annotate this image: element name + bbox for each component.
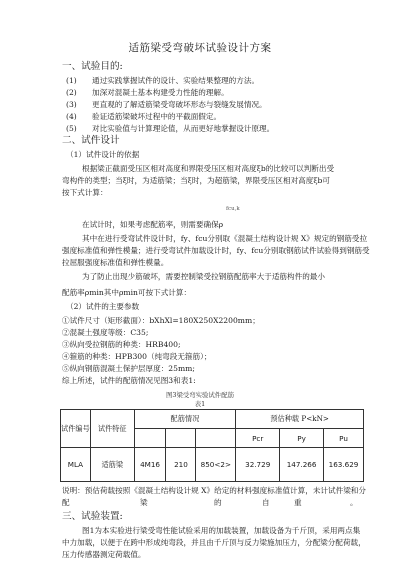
param-item: ③纵向受拉钢筋的种类：HRB400;	[62, 340, 181, 349]
header-blank	[196, 429, 236, 448]
cell-feature: 适筋梁	[90, 448, 134, 482]
paragraph-line: 弯构件的类型；当ξ时，为适筋梁；当ξ时，为超筋梁，界限受压区相对高度ξb可	[62, 176, 330, 185]
specimen-table	[60, 409, 364, 482]
cell-id: MLA	[61, 448, 91, 482]
section-heading-purpose: 一、试验目的:	[62, 61, 123, 72]
header-specimen-id: 试件编号	[61, 410, 91, 448]
cell-pu: 163.629	[324, 448, 364, 482]
header-py: Py	[280, 429, 324, 448]
subsection-heading: （2）试件的主要参数	[66, 302, 140, 311]
figure-caption: 图3梁受弯实验试件配筋	[166, 391, 234, 399]
header-pcr: Pcr	[236, 429, 280, 448]
list-item	[66, 88, 229, 98]
paragraph-line: 按下式计算：	[62, 188, 108, 197]
table-row	[61, 448, 364, 482]
header-blank	[166, 429, 196, 448]
cell-pcr: 32.729	[236, 448, 280, 482]
paragraph-line: 拉屈服强度标准值和弹性模量。	[62, 258, 169, 267]
page-title: 适筋梁受弯破坏试验设计方案	[128, 42, 272, 54]
header-reinforcement: 配筋情况	[134, 410, 236, 429]
list-item-text: 加深对混凝土基本构建受力性能的理解。	[92, 88, 229, 97]
section-heading-apparatus: 三、试验装置:	[62, 511, 123, 522]
param-item: ②混凝土强度等级：C35;	[62, 328, 149, 337]
header-blank	[134, 429, 166, 448]
paragraph-line: 综上所述，试件的配筋情况见图3和表1:	[62, 376, 196, 385]
table-caption: 表1	[194, 400, 206, 408]
formula: fcu,k	[226, 206, 240, 212]
param-item: ⑤纵向钢筋混凝土保护层厚度：25mm;	[62, 364, 195, 373]
section-heading-specimen-design: 二、试件设计	[62, 135, 120, 146]
table-note: 说明：预估荷载按照《混凝土结构设计规 X》给定的材料强度标准值计算，未计试件梁和分	[62, 486, 366, 495]
list-item	[66, 124, 274, 134]
list-item-number: (5)	[66, 124, 77, 133]
paragraph-line: 在试计时，如果考虑配筋率，则需要确保ρ	[82, 220, 224, 229]
header-pu: Pu	[324, 429, 364, 448]
paragraph-line: 为了防止出现少筋破坏，需要控制梁受拉钢筋配筋率大于适筋构件的最小	[82, 272, 325, 281]
list-item	[66, 100, 267, 110]
paragraph-line: 配筋率ρmin其中ρmin可按下式计算：	[62, 288, 192, 297]
paragraph-line: 根据梁正截面受压区相对高度和界限受压区相对高度ξb的比较可以判断出受	[82, 164, 335, 173]
list-item-number: (3)	[66, 100, 77, 109]
list-item-number: (2)	[66, 88, 77, 97]
list-item	[66, 76, 259, 86]
paragraph-line: 压力传感器测定荷载值。	[62, 550, 146, 559]
header-estimated-load: 预估种载 P<kN>	[236, 410, 364, 429]
list-item	[66, 112, 221, 122]
param-item: ④箍筋的种类：HPB300（纯弯段无箍筋）；	[62, 352, 212, 361]
cell-py: 147.266	[280, 448, 324, 482]
paragraph-line: 其中在进行受弯试件设计时，fy、fcu分别取《混凝土结构设计规 X》规定的钢筋受拉	[82, 234, 368, 243]
list-item-number: (4)	[66, 112, 77, 121]
paragraph-line: 强度标准值和弹性模量；进行受弯试件加载设计时，fy、fcu分别取钢筋试件试验得到钢筋受	[62, 246, 370, 255]
header-specimen-feature: 试件特征	[90, 410, 134, 448]
subsection-heading: （1）试件设计的依据	[66, 150, 140, 159]
paragraph-line: 中力加载，以便于在跨中形成纯弯段，并且由千斤顶与反力梁施加压力，分配梁分配荷载，	[62, 538, 366, 547]
param-item: ①试件尺寸（矩形截面）：bXhXl=180X250X2200mm；	[62, 316, 260, 325]
list-item-text: 对比实验值与计算理论值，从而更好地掌握设计原理。	[92, 124, 275, 133]
list-item-number: (1)	[66, 76, 77, 85]
document-page: 适筋梁受弯破坏试验设计方案 一、试验目的: (1) 通过实践掌握试件的设计、实验结果整理的方法。 (2) 加深对混凝土基本构建受力性能的理解。 (3) 更直观的了解适筋梁受弯破坏形态与裂缝发展情况。 (4) 验证适筋梁破坏过程中的平截面假定。 (5) 对比实验值与计算理论值，从而更好地掌握设计原理。 二、试件设计 （1）试件设计的依据 根据梁正截面受压区相对高度和界限受压区相对高度ξb的比较可以判断出受 弯构件的类型；当ξ时，为适筋梁；当ξ时，为超筋梁，界限受压区相对高度ξb可 按下式计算： fcu,k 在试计时，如果考虑配筋率，则需要确保ρ 其中在进行受弯试件设计时，fy、fcu分别取《混凝土结构设计规 X》规定的钢筋受拉 强度标准值和弹性模量；进行受弯试件加载设计时，fy、fcu分别取钢筋试件试验得到钢筋受 拉屈服强度标准值和弹性模量。 为了防止出现少筋破坏，需要控制梁受拉钢筋配筋率大于适筋构件的最小 配筋率ρmin其中ρmin可按下式计算： （2）试件的主要参数 ①试件尺寸（矩形截面）：bXhXl=180X250X2200mm； ②混凝土强度等级：C35; ③纵向受拉钢筋的种类：HRB400; ④箍筋的种类：HPB300（纯弯段无箍筋）； ⑤纵向钢筋混凝土保护层厚度：25mm; 综上所述，试件的配筋情况见图3和表1: 图3梁受弯实验试件配筋 表1 试件编号 试件特征 配筋情况 预估种载 P<kN> Pcr Py Pu MLA 适筋梁 4M16 210 850<2> 32.729 147.266 163.629 说明：预估荷载按照《混凝土结构设计规 X》给定的材料强度标准值计算，未计试件梁和分 配 梁 的 自 重 。 三、试验装置: 图1为本实验进行梁受弯性能试验采用的加载装置，加载设备为千斤顶，采用两点集 中力加载，以便于在跨中形成纯弯段，并且由千斤顶与反力梁施加压力，分配梁分配荷载， 压力传感器测定荷载值。	[0, 0, 400, 566]
paragraph-line: 图1为本实验进行梁受弯性能试验采用的加载装置，加载设备为千斤顶，采用两点集	[82, 526, 361, 535]
list-item-text: 更直观的了解适筋梁受弯破坏形态与裂缝发展情况。	[92, 100, 267, 109]
cell-bar: 4M16	[134, 448, 166, 482]
list-item-text: 通过实践掌握试件的设计、实验结果整理的方法。	[92, 76, 260, 85]
cell-height: 210	[166, 448, 196, 482]
list-item-text: 验证适筋梁破坏过程中的平截面假定。	[92, 112, 222, 121]
cell-stirrup: 850<2>	[196, 448, 236, 482]
